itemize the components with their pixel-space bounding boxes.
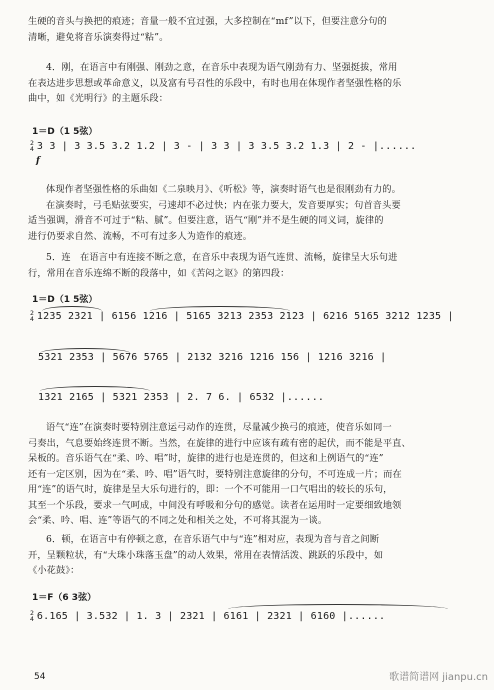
notation-bars: 6.165 | 3.532 | 1. 3 | 2321 | 6161 | 2321 | 6160 |...... — [36, 611, 386, 622]
slur-mark — [228, 604, 448, 609]
time-signature: 2 4 — [30, 310, 34, 322]
example-2-row-2 — [38, 352, 478, 363]
text-line: 语气“连”在演奏时要特别注意运弓动作的连贯，尽量减少换弓的痕迹，使音乐如同一 — [46, 422, 392, 433]
example-3-key: 1＝F（6 3弦） — [32, 593, 97, 603]
text-line: 曲中，如《光明行》的主题乐段： — [28, 93, 169, 104]
slur-mark — [40, 386, 150, 391]
time-signature: 2 4 — [30, 610, 34, 622]
text-line: 用“连”的语气时，旋律是呈大乐句进行的，即：一个不可能用一口气唱出的较长的乐句， — [28, 484, 393, 495]
text-line: 适当强调，滑音不可过于“粘、腻”。但要注意，语气“刚”并不是生硬的同义词，旋律的 — [28, 215, 384, 226]
paragraph-4 — [28, 250, 468, 281]
text-line: 开，呈颗粒状，有“大珠小珠落玉盘”的动人效果，常用在表情活泼、跳跃的乐段中，如 — [28, 549, 384, 561]
text-line: 体现作者坚强性格的乐曲如《二泉映月》、《听松》等，演奏时语气也是很刚劲有力的。 — [46, 184, 401, 195]
text-line: 《小花鼓》： — [28, 565, 80, 576]
text-line: 清晰，避免将音乐演奏得过“粘”。 — [28, 31, 169, 43]
paragraph-5 — [28, 420, 468, 529]
text-line: 其至一个乐段，要求一气呵成，中间没有呼吸和分句的感觉。读者在运用时一定要细致地领 — [28, 499, 402, 511]
time-signature: 2 4 — [30, 140, 34, 152]
notation-bars: 1321 2165 | 5321 2353 | 2. 7 6. | 6532 |...... — [38, 392, 325, 403]
example-2-row-1 — [30, 310, 470, 322]
page-number: 54 — [34, 672, 46, 682]
text-line: 行，常用在音乐连绵不断的段落中，如《苦闷之讴》的第四段： — [28, 267, 290, 279]
text-line: 还有一定区别，因为在“柔、吟、唱”语气时，要特别注意旋律的分句，不可连成一片；而在 — [28, 468, 402, 480]
text-line: 在演奏时，弓毛贴弦要实，弓速却不必过快；内在张力要大，发音要厚实；句首音头要 — [46, 199, 401, 211]
text-line: 5．连 在语言中有连接不断之意，在音乐中表现为语气连贯、流畅，旋律呈大乐句进 — [46, 252, 398, 263]
text-line: 会“柔、吟、唱、连”等语气的不同之处和相关之处，不可将其混为一谈。 — [28, 515, 328, 526]
dynamic-mark: f — [36, 156, 40, 166]
paragraph-3 — [28, 182, 468, 244]
text-line: 6．顿，在语言中有停顿之意，在音乐语气中与“连”相对应，表现为音与音之间断 — [46, 534, 380, 545]
paragraph-6 — [28, 532, 468, 579]
example-3-notation — [30, 610, 470, 622]
text-line: 4．刚，在语言中有刚强、刚劲之意，在音乐中表现为语气刚劲有力、坚强挺拔，常用 — [46, 62, 398, 73]
paragraph-2 — [28, 60, 468, 107]
text-line: 弓奏出，气息要始终连贯不断。当然，在旋律的进行中应该有疏有密的起伏，而不能是平直、 — [28, 437, 411, 449]
example-1-notation — [30, 140, 470, 152]
notation-bars: 5321 2353 | 5676 5765 | 2132 3216 1216 156 | 1216 3216 | — [38, 352, 387, 363]
paragraph-1 — [28, 14, 468, 45]
notation-bars: 3 3 | 3 3.5 3.2 1.2 | 3 - | 3 3 | 3 3.5 3.2 1.3 | 2 - |...... — [36, 141, 417, 152]
notation-bars: 1235 2321 | 6156 1216 | 5165 3213 2353 2123 | 6216 5165 3212 1235 | — [36, 311, 454, 322]
text-line: 进行仍要求自然、流畅，不可有过多人为造作的痕迹。 — [28, 230, 253, 242]
example-1-key: 1＝D（1 5弦） — [32, 127, 98, 137]
text-line: 呆板的。音乐语气在“柔、吟、唱”时，旋律的进行也是连贯的，但这和上例语气的“连” — [28, 453, 384, 464]
example-2-row-3 — [38, 392, 478, 403]
text-line: 生硬的音头与换把的痕迹；音量一般不宜过强，大多控制在“mf”以下，但要注意分句的 — [28, 16, 387, 27]
text-line: 在表达进步思想或革命意义，以及富有号召性的乐段中，有时也用在体现作者坚强性格的乐 — [28, 77, 402, 89]
watermark: 歌谱简谱网 jianpu.cn — [389, 672, 488, 683]
example-2-key: 1＝D（1 5弦） — [32, 295, 98, 305]
